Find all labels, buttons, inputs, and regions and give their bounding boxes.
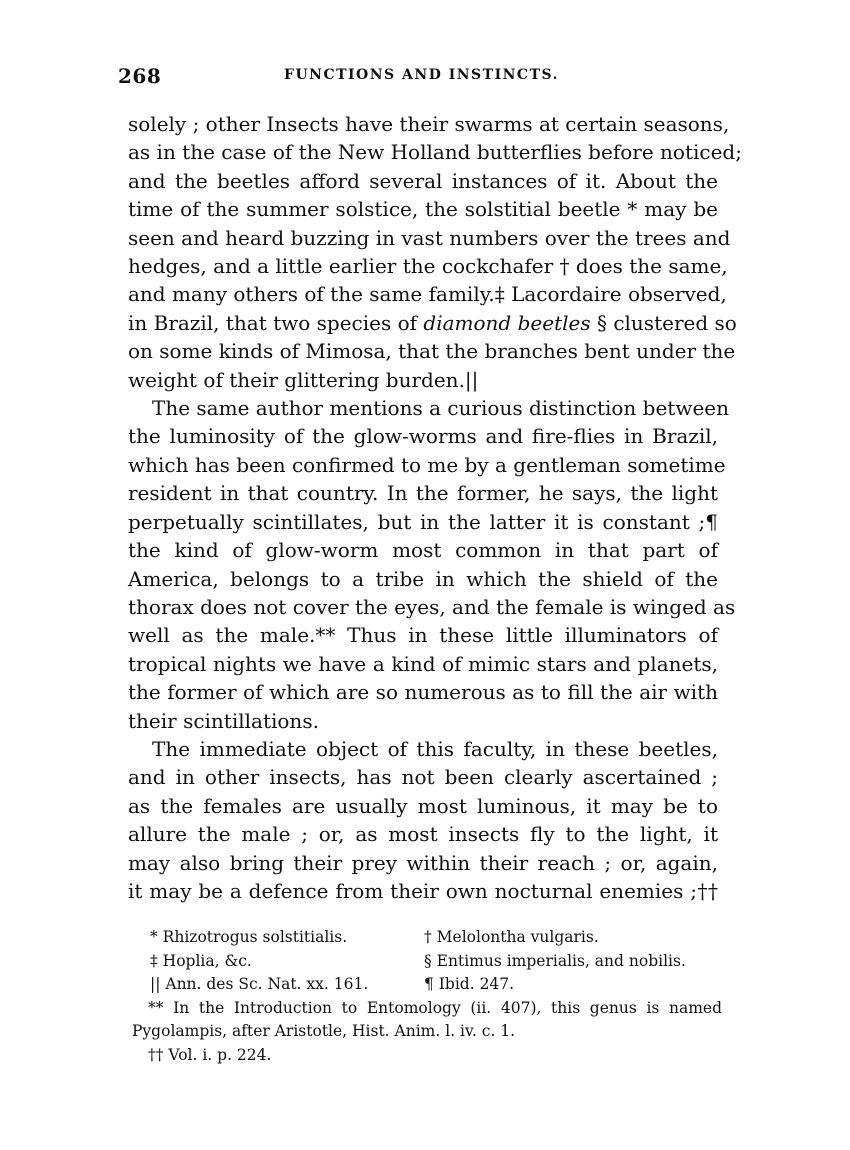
footnote-double-asterisk: ** In the Introduction to Entomology (ii. 407), this genus is named (148, 998, 722, 1017)
text-line: and the beetles afford several instances of it. About the (128, 168, 718, 193)
footnote-asterisk: * Rhizotrogus solstitialis. (150, 928, 348, 946)
text-line: the luminosity of the glow-worms and fire-flies in Brazil, (128, 424, 718, 449)
footnote-parallel: || Ann. des Sc. Nat. xx. 161. (150, 975, 369, 994)
page-number: 268 (118, 64, 162, 88)
text-line: their scintillations. (128, 708, 319, 733)
text-line: hedges, and a little earlier the cockchafer † does the same, (128, 254, 728, 279)
text-line: on some kinds of Mimosa, that the branches bent under the (128, 339, 736, 364)
text-line: thorax does not cover the eyes, and the female is winged as (128, 594, 736, 619)
text-line: and in other insects, has not been clearly ascertained ; (128, 765, 718, 790)
footnotes (132, 926, 722, 1068)
text-line: which has been confirmed to me by a gentleman sometime (128, 452, 726, 477)
footnote-pilcrow: ¶ Ibid. 247. (424, 975, 515, 994)
text-line: The immediate object of this faculty, in these beetles, (152, 736, 718, 761)
text-line: and many others of the same family.‡ Lacordaire observed, (128, 282, 727, 307)
text-line: well as the male.** Thus in these little illuminators of (128, 623, 718, 648)
text-line: the kind of glow-worm most common in that part of (128, 538, 718, 563)
text-line: tropical nights we have a kind of mimic stars and planets, (128, 651, 718, 676)
text-line: The same author mentions a curious distinction between (152, 396, 730, 421)
footnote-row (132, 973, 722, 997)
footnote-dagger: † Melolontha vulgaris. (424, 928, 599, 946)
text-line: America, belongs to a tribe in which the shield of the (128, 566, 718, 591)
footnote-section: § Entimus imperialis, and nobilis. (424, 951, 686, 970)
text-line: allure the male ; or, as most insects fly to the light, it (128, 822, 718, 847)
text-line: may also bring their prey within their reach ; or, again, (128, 850, 718, 875)
text-line: time of the summer solstice, the solstitial beetle * may be (128, 197, 718, 222)
footnote-row (132, 926, 722, 950)
text-line: weight of their glittering burden.|| (128, 367, 479, 392)
text-line: in Brazil, that two species of diamond beetles § clustered so (128, 310, 737, 335)
text-line: it may be a defence from their own nocturnal enemies ;†† (128, 878, 718, 903)
footnote-double-asterisk-continued: Pygolampis, after Aristotle, Hist. Anim. l. iv. c. 1. (132, 1022, 516, 1041)
italic-phrase: diamond beetles (423, 310, 591, 335)
footnote-double-dagger: ‡ Hoplia, &c. (150, 951, 252, 970)
text-line: perpetually scintillates, but in the latter it is constant ;¶ (128, 509, 718, 534)
text-line: as in the case of the New Holland butterflies before noticed; (128, 140, 742, 165)
text-line: as the females are usually most luminous, it may be to (128, 793, 718, 818)
running-head: FUNCTIONS AND INSTINCTS. (284, 67, 559, 83)
text-line: resident in that country. In the former, he says, the light (128, 481, 718, 506)
text-line: seen and heard buzzing in vast numbers over the trees and (128, 225, 731, 250)
body-text (128, 110, 742, 905)
text-line: solely ; other Insects have their swarms at certain seasons, (128, 112, 730, 136)
page-header (118, 64, 718, 88)
text-line: the former of which are so numerous as to fill the air with (128, 680, 718, 705)
footnote-row (132, 950, 722, 974)
footnote-double-dagger-vol: †† Vol. i. p. 224. (148, 1045, 272, 1064)
